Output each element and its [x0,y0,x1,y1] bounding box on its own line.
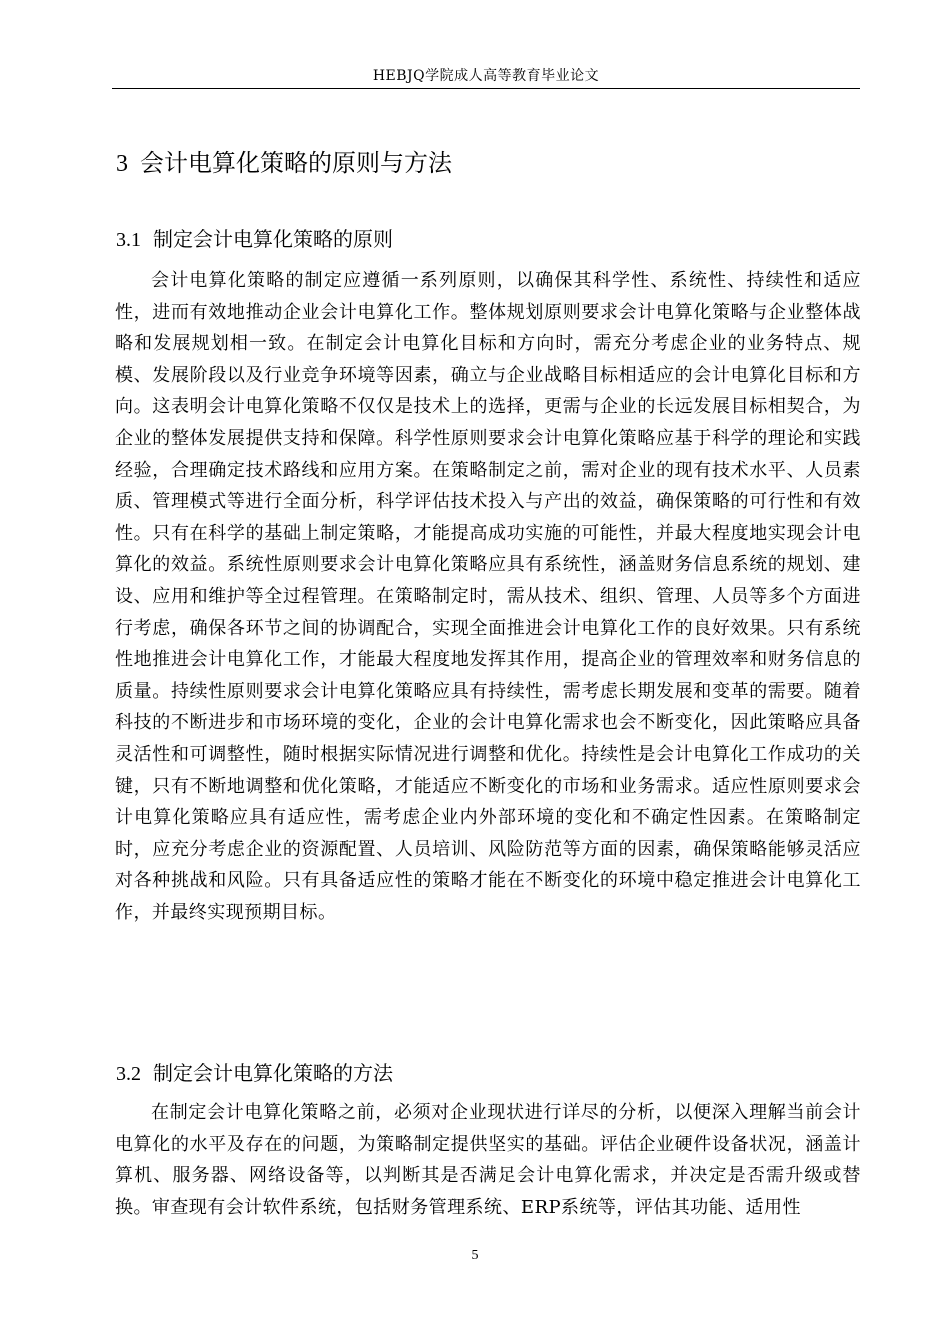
section-number: 3.2 [116,1063,141,1085]
section-3-2-paragraph: 在制定会计电算化策略之前，必须对企业现状进行详尽的分析，以便深入理解当前会计电算化的水平及存在的问题，为策略制定提供坚实的基础。评估企业硬件设备状况，涵盖计算机、服务器、网络设备等，以判断其是否满足会计电算化需求，并决定是否需升级或替换。审查现有会计软件系统，包括财务管理系统、ERP系统等，评估其功能、适用性 [115,1102,861,1218]
running-header: HEBJQ学院成人高等教育毕业论文 [372,68,600,84]
section-title: 制定会计电算化策略的方法 [153,1061,393,1085]
section-number: 3.1 [116,229,141,251]
section-3-1-paragraph: 会计电算化策略的制定应遵循一系列原则，以确保其科学性、系统性、持续性和适应性，进而有效地推动企业会计电算化工作。整体规划原则要求会计电算化策略与企业整体战略和发展规划相一致。在制定会计电算化目标和方向时，需充分考虑企业的业务特点、规模、发展阶段以及行业竞争环境等因素，确立与企业战略目标相适应的会计电算化目标和方向。这表明会计电算化策略不仅仅是技术上的选择，更需与企业的长远发展目标相契合，为企业的整体发展提供支持和保障。科学性原则要求会计电算化策略应基于科学的理论和实践经验，合理确定技术路线和应用方案。在策略制定之前，需对企业的现有技术水平、人员素质、管理模式等进行全面分析，科学评估技术投入与产出的效益，确保策略的可行性和有效性。只有在科学的基础上制定策略，才能提高成功实施的可能性，并最大程度地实现会计电算化的效益。系统性原则要求会计电算化策略应具有系统性，涵盖财务信息系统的规划、建设、应用和维护等全过程管理。在策略制定时，需从技术、组织、管理、人员等多个方面进行考虑，确保各环节之间的协调配合，实现全面推进会计电算化工作的良好效果。只有系统性地推进会计电算化工作，才能最大程度地发挥其作用，提高企业的管理效率和财务信息的质量。持续性原则要求会计电算化策略应具有持续性，需考虑长期发展和变革的需要。随着科技的不断进步和市场环境的变化，企业的会计电算化需求也会不断变化，因此策略应具备灵活性和可调整性，随时根据实际情况进行调整和优化。持续性是会计电算化工作成功的关键，只有不断地调整和优化策略，才能适应不断变化的市场和业务需求。适应性原则要求会计电算化策略应具有适应性，需考虑企业内外部环境的变化和不确定性因素。在策略制定时，应充分考虑企业的资源配置、人员培训、风险防范等方面的因素，确保策略能够灵活应对各种挑战和风险。只有具备适应性的策略才能在不断变化的环境中稳定推进会计电算化工作，并最终实现预期目标。 [115,270,861,923]
chapter-number: 3 [116,151,128,177]
section-heading-3-2 [116,1058,393,1089]
section-title: 制定会计电算化策略的原则 [153,227,393,251]
page-number: 5 [471,1248,479,1263]
chapter-heading [116,146,452,181]
chapter-title: 会计电算化策略的原则与方法 [140,149,452,177]
header-divider [112,88,860,89]
section-heading-3-1 [116,224,393,255]
